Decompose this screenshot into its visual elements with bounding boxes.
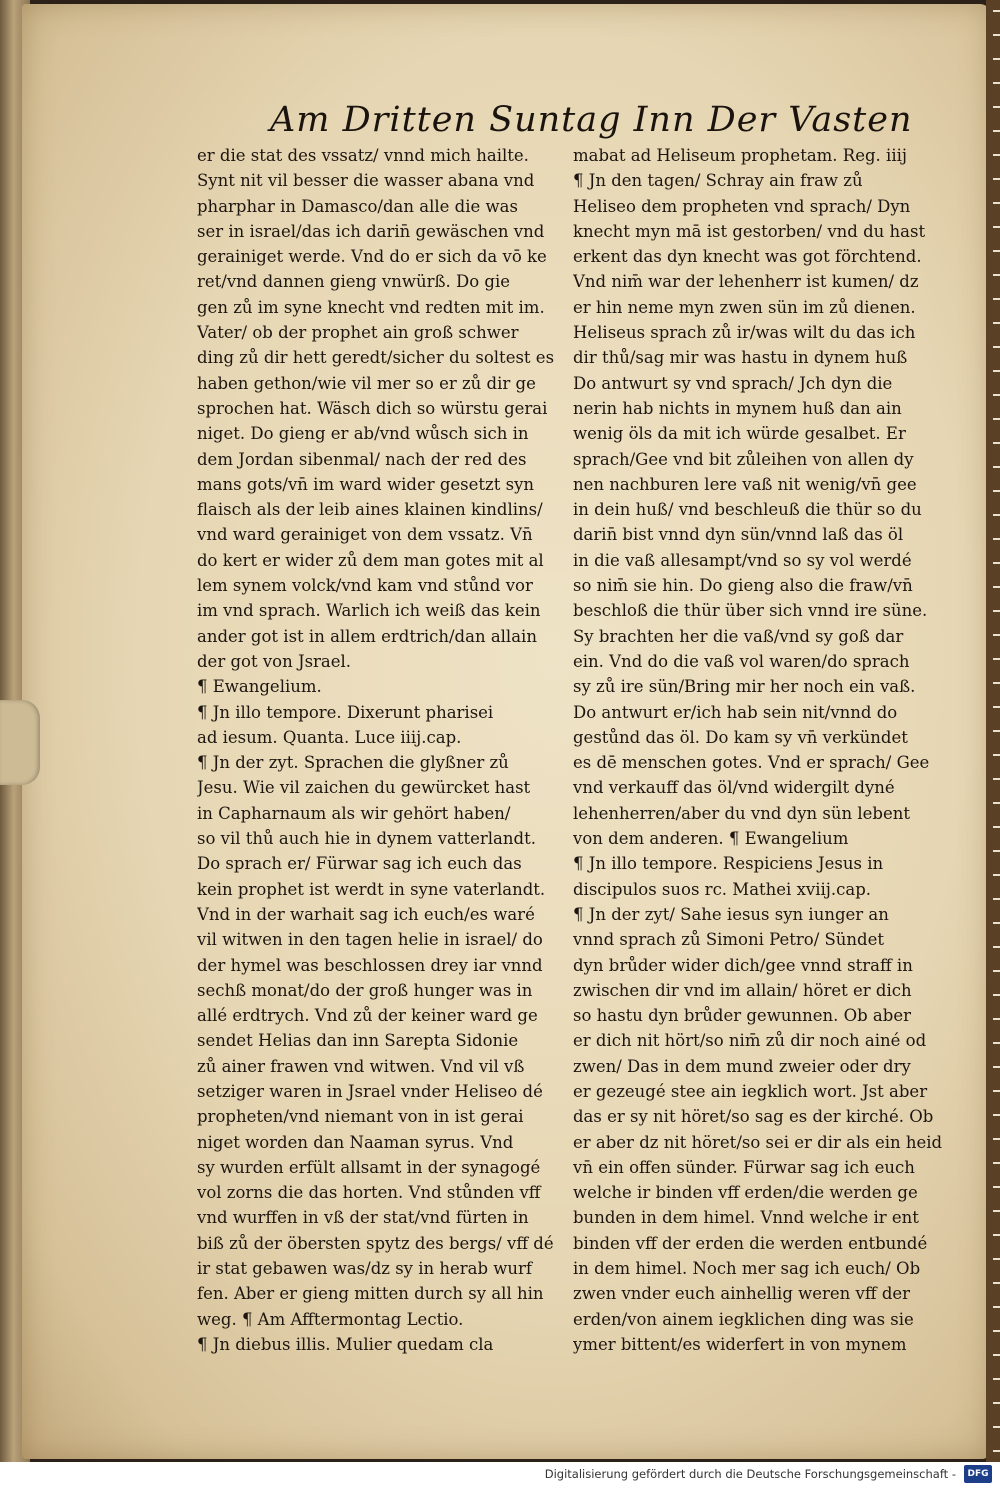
page-clip: [0, 700, 40, 785]
text-line: dir thů/sag mir was hastu in dynem huß: [573, 348, 908, 368]
ruler-tick: [993, 106, 1000, 108]
text-line: vnd ward gerainiget von dem vssatz. Vn̄: [197, 525, 533, 545]
ruler-tick: [993, 898, 1000, 900]
text-line: zů ainer frawen vnd witwen. Vnd vil vß: [197, 1056, 525, 1076]
text-line: kein prophet ist werdt in syne vaterlandt.: [197, 879, 546, 899]
text-line: ding zů dir hett geredt/sicher du soltest es: [197, 348, 555, 368]
text-line: knecht myn mā ist gestorben/ vnd du hast: [573, 221, 926, 241]
text-line: er die stat des vssatz/ vnnd mich hailte.: [197, 146, 529, 165]
ruler-tick: [993, 754, 1000, 756]
text-line: welche ir binden vff erden/die werden ge: [573, 1183, 918, 1203]
text-line: so hastu dyn brůder gewunnen. Ob aber: [573, 1006, 911, 1026]
ruler-tick: [993, 1234, 1000, 1236]
ruler-tick: [993, 802, 1000, 804]
text-line: weg. ¶ Am Afftermontag Lectio.: [197, 1309, 464, 1329]
text-line: vnd wurffen in vß der stat/vnd fürten in: [197, 1208, 529, 1228]
text-line: das er sy nit höret/so sag es der kirché. Ob: [573, 1107, 934, 1127]
ruler-tick: [993, 1354, 1000, 1356]
text-line: discipulos suos rc. Mathei xviij.cap.: [573, 879, 871, 899]
text-line: vol zorns die das horten. Vnd stůnden vff: [197, 1183, 541, 1203]
text-line: fen. Aber er gieng mitten durch sy all hin: [197, 1284, 544, 1304]
text-line: Do antwurt sy vnd sprach/ Jch dyn die: [573, 373, 893, 393]
text-line: do kert er wider zů dem man gotes mit al: [197, 550, 544, 570]
text-line: ¶ Jn der zyt. Sprachen die glyßner zů: [197, 753, 509, 773]
text-line: flaisch als der leib aines klainen kindlins/: [197, 500, 543, 520]
ruler-tick: [993, 322, 1000, 324]
ruler-tick: [993, 202, 1000, 204]
text-line: mans gots/vn̄ im ward wider gesetzt syn: [197, 474, 535, 494]
text-line: beschloß die thür über sich vnnd ire süne.: [573, 601, 928, 621]
text-line: der hymel was beschlossen drey iar vnnd: [197, 955, 543, 975]
text-line: Jesu. Wie vil zaichen du gewürcket hast: [197, 778, 531, 798]
text-line: propheten/vnd niemant von in ist gerai: [197, 1107, 524, 1127]
text-line: in dem himel. Noch mer sag ich euch/ Ob: [573, 1259, 921, 1279]
text-line: zwischen dir vnd im allain/ höret er dich: [573, 980, 912, 1000]
ruler-tick: [993, 538, 1000, 540]
text-line: biß zů der öbersten spytz des bergs/ vff dé: [197, 1233, 554, 1253]
ruler-tick: [993, 778, 1000, 780]
ruler-tick: [993, 10, 1000, 12]
text-line: allé erdtrych. Vnd zů der keiner ward ge: [197, 1006, 538, 1026]
text-line: Do antwurt er/ich hab sein nit/vnnd do: [573, 702, 898, 722]
text-line: er hin neme myn zwen sün im zů dienen.: [573, 297, 916, 317]
text-line: nerin hab nichts in mynem huß dan ain: [573, 398, 902, 418]
ruler-tick: [993, 850, 1000, 852]
text-line: ¶ Jn illo tempore. Respiciens Jesus in: [573, 854, 884, 874]
ruler-tick: [993, 922, 1000, 924]
text-line: er dich nit hört/so nim̄ zů dir noch ainé od: [573, 1031, 927, 1051]
ruler-tick: [993, 1042, 1000, 1044]
text-line: er aber dz nit höret/so sei er dir als ein heid: [573, 1132, 943, 1152]
text-line: ymer bittent/es widerfert in von mynem: [573, 1334, 907, 1354]
text-line: gerainiget werde. Vnd do er sich da vō ke: [197, 247, 547, 267]
text-line: es dē menschen gotes. Vnd er sprach/ Gee: [573, 753, 930, 773]
text-line: im vnd sprach. Warlich ich weiß das kein: [197, 601, 541, 621]
text-line: von dem anderen. ¶ Ewangelium: [573, 829, 849, 849]
ruler-tick: [993, 250, 1000, 252]
page-heading: Am Dritten Suntag Inn Der Vasten: [270, 100, 913, 140]
ruler-tick: [993, 226, 1000, 228]
text-line: binden vff der erden die werden entbundé: [573, 1233, 928, 1253]
ruler-tick: [993, 1018, 1000, 1020]
ruler-tick: [993, 346, 1000, 348]
text-line: setziger waren in Jsrael vnder Heliseo dé: [197, 1081, 543, 1101]
text-line: sprach/Gee vnd bit zůleihen von allen dy: [573, 449, 914, 469]
ruler-tick: [993, 1162, 1000, 1164]
ruler-tick: [993, 610, 1000, 612]
text-line: niget. Do gieng er ab/vnd wůsch sich in: [197, 424, 529, 444]
ruler-tick: [993, 1426, 1000, 1428]
ruler-tick: [993, 1138, 1000, 1140]
ruler-tick: [993, 874, 1000, 876]
ruler-tick: [993, 1282, 1000, 1284]
text-line: zwen vnder euch ainhellig weren vff der: [573, 1284, 911, 1304]
text-line: sechß monat/do der groß hunger was in: [197, 980, 533, 1000]
text-line: so vil thů auch hie in dynem vatterlandt.: [197, 829, 536, 849]
ruler-tick: [993, 82, 1000, 84]
text-line: Vater/ ob der prophet ain groß schwer: [197, 323, 519, 343]
text-line: vil witwen in den tagen helie in israel/ do: [197, 930, 543, 950]
ruler-tick: [993, 826, 1000, 828]
text-line: in dein huß/ vnd beschleuß die thür so du: [573, 500, 922, 520]
text-line: erden/von ainem iegklichen ding was sie: [573, 1309, 914, 1329]
text-line: Vnd nim̄ war der lehenherr ist kumen/ dz: [573, 272, 919, 292]
ruler-tick: [993, 1306, 1000, 1308]
text-line: in Capharnaum als wir gehört haben/: [197, 803, 511, 823]
ruler-tick: [993, 946, 1000, 948]
text-line: sy wurden erfült allsamt in der synagogé: [197, 1157, 541, 1177]
ruler-tick: [993, 154, 1000, 156]
text-line: der got von Jsrael.: [197, 651, 352, 671]
ruler-tick: [993, 442, 1000, 444]
text-line: ¶ Jn der zyt/ Sahe iesus syn iunger an: [573, 904, 889, 924]
text-line: ad iesum. Quanta. Luce iiij.cap.: [197, 727, 462, 747]
text-line: in die vaß allesampt/vnd so sy vol werdé: [573, 550, 912, 570]
text-line: nen nachburen lere vaß nit wenig/vn̄ gee: [573, 474, 917, 494]
text-line: vnd verkauff das öl/vnd widergilt dyné: [573, 778, 895, 798]
text-line: ir stat gebawen was/dz sy in herab wurf: [197, 1259, 533, 1279]
text-line: ret/vnd dannen gieng vnwürß. Do gie: [197, 272, 511, 292]
ruler-tick: [993, 490, 1000, 492]
ruler-tick: [993, 1066, 1000, 1068]
ruler-tick: [993, 514, 1000, 516]
ruler-tick: [993, 1114, 1000, 1116]
ruler-tick: [993, 274, 1000, 276]
text-line: Sy brachten her die vaß/vnd sy goß dar: [573, 626, 904, 646]
ruler-tick: [993, 1186, 1000, 1188]
ruler-tick: [993, 1258, 1000, 1260]
text-line: lehenherren/aber du vnd dyn sün lebent: [573, 803, 911, 823]
ruler-tick: [993, 298, 1000, 300]
text-line: ¶ Jn diebus illis. Mulier quedam cla: [197, 1334, 494, 1354]
scale-ruler: [986, 0, 1000, 1462]
ruler-tick: [993, 970, 1000, 972]
ruler-tick: [993, 1210, 1000, 1212]
text-line: bunden in dem himel. Vnnd welche ir ent: [573, 1208, 919, 1228]
text-line: zwen/ Das in dem mund zweier oder dry: [573, 1056, 911, 1076]
footer-bar: [0, 1462, 1000, 1488]
text-line: ander got ist in allem erdtrich/dan allain: [197, 626, 537, 646]
funding-credit: Digitalisierung gefördert durch die Deutsche Forschungsgemeinschaft -: [544, 1467, 956, 1481]
ruler-tick: [993, 466, 1000, 468]
right-text-column: [573, 143, 965, 1357]
text-line: Heliseo dem propheten vnd sprach/ Dyn: [573, 196, 911, 216]
ruler-tick: [993, 58, 1000, 60]
text-line: ein. Vnd do die vaß vol waren/do sprach: [573, 651, 910, 671]
text-line: niget worden dan Naaman syrus. Vnd: [197, 1132, 514, 1152]
text-line: ser in israel/das ich darin̄ gewäschen vnd: [197, 221, 545, 241]
left-text-column: [197, 143, 577, 1357]
text-line: dem Jordan sibenmal/ nach der red des: [197, 449, 527, 469]
ruler-tick: [993, 418, 1000, 420]
text-line: Synt nit vil besser die wasser abana vnd: [197, 171, 535, 191]
text-line: er gezeugé stee ain iegklich wort. Jst aber: [573, 1081, 928, 1101]
ruler-tick: [993, 370, 1000, 372]
ruler-tick: [993, 634, 1000, 636]
ruler-tick: [993, 658, 1000, 660]
ruler-tick: [993, 34, 1000, 36]
text-line: Vnd in der warhait sag ich euch/es waré: [197, 904, 535, 924]
ruler-tick: [993, 1450, 1000, 1452]
text-line: darin̄ bist vnnd dyn sün/vnnd laß das öl: [573, 525, 904, 545]
ruler-tick: [993, 730, 1000, 732]
text-line: erkent das dyn knecht was got förchtend.: [573, 247, 922, 267]
ruler-tick: [993, 586, 1000, 588]
text-line: Do sprach er/ Fürwar sag ich euch das: [197, 854, 522, 874]
dfg-logo: DFG: [964, 1465, 992, 1483]
ruler-tick: [993, 706, 1000, 708]
ruler-tick: [993, 1378, 1000, 1380]
text-line: ¶ Jn illo tempore. Dixerunt pharisei: [197, 702, 494, 722]
text-line: lem synem volck/vnd kam vnd stůnd vor: [197, 576, 533, 596]
text-line: sendet Helias dan inn Sarepta Sidonie: [197, 1031, 519, 1051]
text-line: vnnd sprach zů Simoni Petro/ Sündet: [573, 930, 885, 950]
text-line: haben gethon/wie vil mer so er zů dir ge: [197, 373, 536, 393]
text-line: gestůnd das öl. Do kam sy vn̄ verkündet: [573, 727, 908, 747]
text-line: ¶ Jn den tagen/ Schray ain fraw zů: [573, 171, 863, 191]
text-line: gen zů im syne knecht vnd redten mit im.: [197, 297, 545, 317]
ruler-tick: [993, 994, 1000, 996]
text-line: pharphar in Damasco/dan alle die was: [197, 196, 518, 216]
text-line: so nim̄ sie hin. Do gieng also die fraw/vn̄: [573, 576, 913, 596]
text-line: ¶ Ewangelium.: [197, 677, 322, 697]
text-line: vn̄ ein offen sünder. Fürwar sag ich euch: [573, 1157, 915, 1177]
ruler-tick: [993, 562, 1000, 564]
ruler-tick: [993, 394, 1000, 396]
ruler-tick: [993, 1402, 1000, 1404]
ruler-tick: [993, 682, 1000, 684]
text-line: mabat ad Heliseum prophetam. Reg. iiij: [573, 146, 907, 165]
ruler-tick: [993, 178, 1000, 180]
text-line: sy zů ire sün/Bring mir her noch ein vaß.: [573, 677, 916, 697]
ruler-tick: [993, 130, 1000, 132]
ruler-tick: [993, 1090, 1000, 1092]
text-line: wenig öls da mit ich würde gesalbet. Er: [573, 424, 906, 444]
text-line: sprochen hat. Wäsch dich so würstu gerai: [197, 398, 548, 418]
ruler-tick: [993, 1330, 1000, 1332]
text-line: dyn brůder wider dich/gee vnnd straff in: [573, 955, 913, 975]
text-line: Heliseus sprach zů ir/was wilt du das ich: [573, 323, 916, 343]
